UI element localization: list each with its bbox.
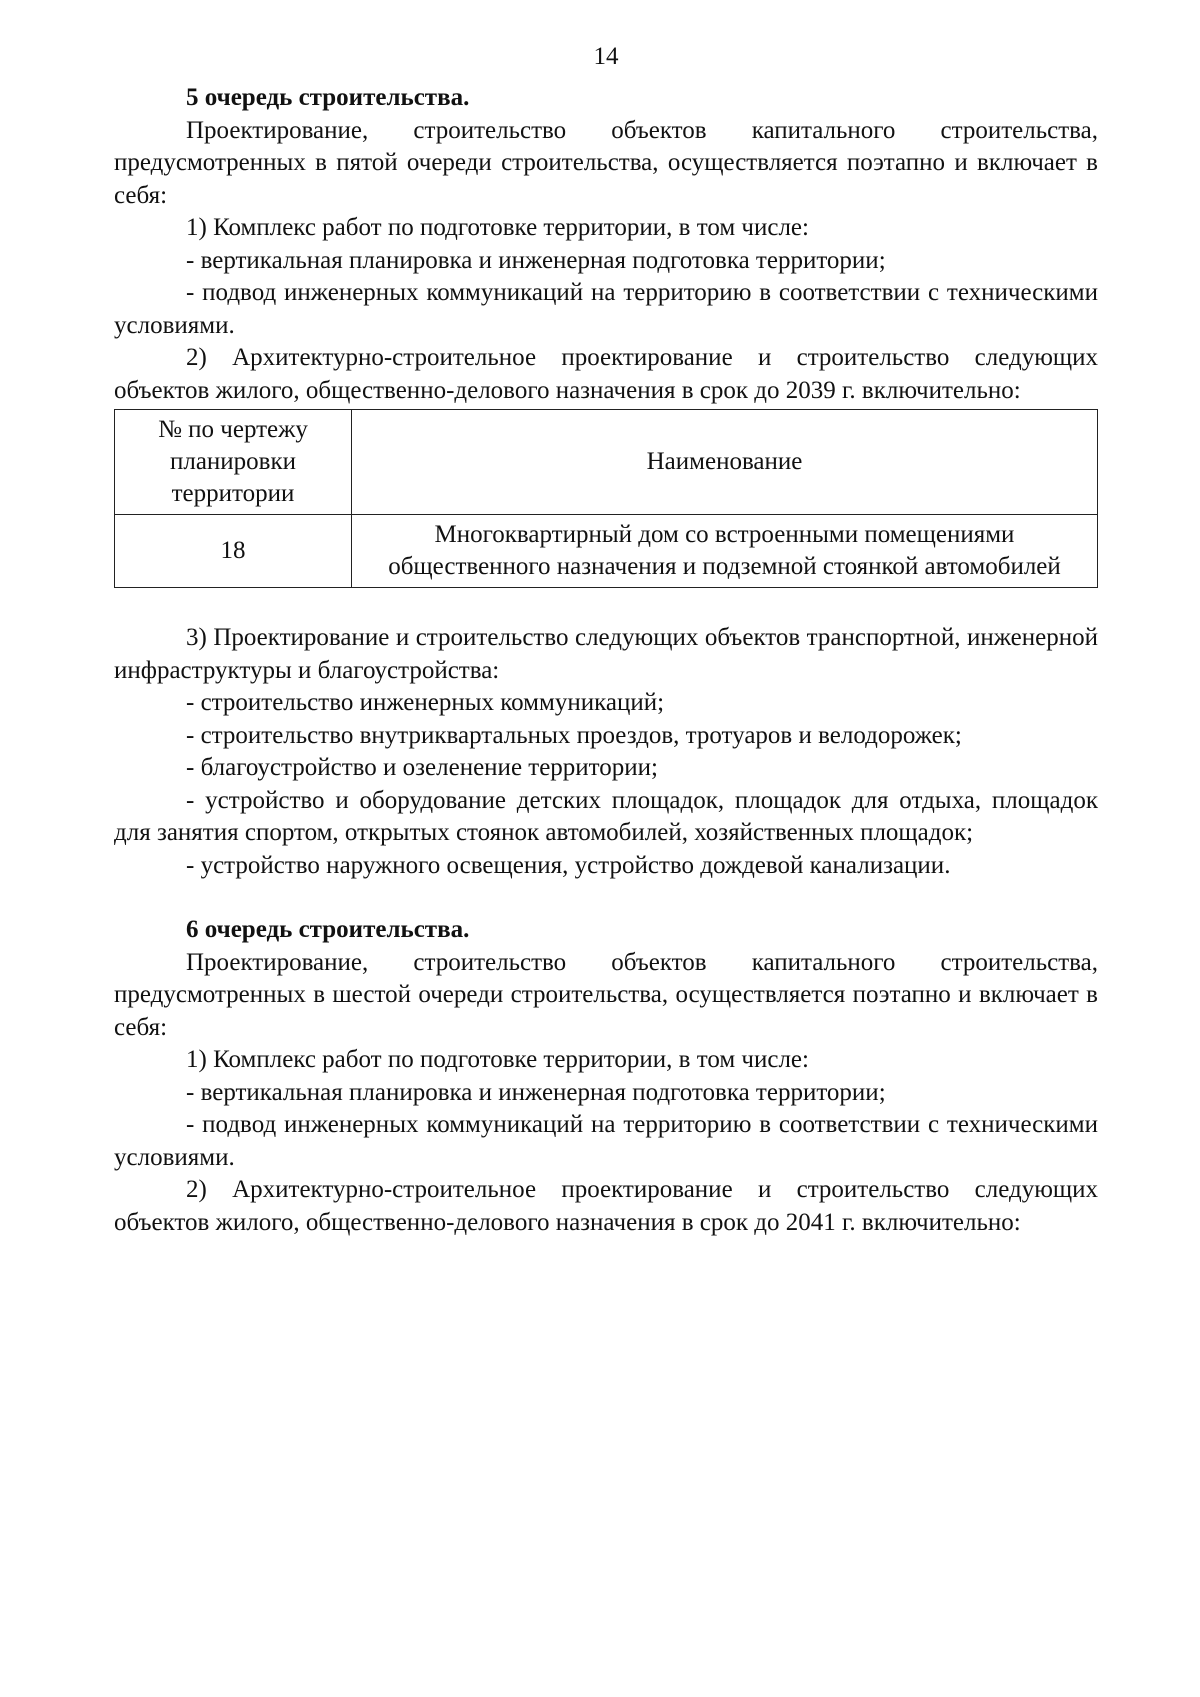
spacer	[114, 588, 1098, 622]
section-5-item-3: 3) Проектирование и строительство следующих объектов транспортной, инженерной инфраструктуры и благоустройства:	[114, 624, 1098, 684]
table-header-number: № по чертежу планировки территории	[115, 410, 352, 515]
section-5-item-1: 1) Комплекс работ по подготовке территории, в том числе:	[186, 214, 809, 241]
section-5-item-1-bullet: - подвод инженерных коммуникаций на территорию в соответствии с техническими условиями.	[114, 279, 1098, 339]
section-5-item-3-bullet: - устройство и оборудование детских площадок, площадок для отдыха, площадок для занятия спортом, открытых стоянок автомобилей, хозяйственных площадок;	[114, 786, 1098, 846]
section-6-item-1-bullet: - подвод инженерных коммуникаций на территорию в соответствии с техническими условиями.	[114, 1111, 1098, 1171]
section-6-item-2: 2) Архитектурно-строительное проектирование и строительство следующих объектов жилого, общественно-делового назначения в срок до 2041 г. включительно:	[114, 1176, 1098, 1236]
section-6-item-1: 1) Комплекс работ по подготовке территории, в том числе:	[186, 1046, 809, 1073]
section-5-item-1-bullet: - вертикальная планировка и инженерная подготовка территории;	[186, 246, 886, 274]
section-6-heading: 6 очередь строительства.	[186, 916, 470, 943]
section-5-item-3-bullet: - строительство внутриквартальных проездов, тротуаров и велодорожек;	[186, 721, 962, 749]
section-gap	[114, 882, 1098, 914]
section-6-item-1-bullet: - вертикальная планировка и инженерная подготовка территории;	[186, 1078, 886, 1106]
section-5-heading: 5 очередь строительства.	[186, 84, 470, 111]
table-row	[115, 515, 1098, 588]
section-5-item-3-bullet: - строительство инженерных коммуникаций;	[186, 689, 665, 716]
table-cell-number: 18	[115, 515, 352, 588]
page-number: 14	[593, 43, 619, 70]
section-5-intro: Проектирование, строительство объектов капитального строительства, предусмотренных в пятой очереди строительства, осуществляется поэтапно и включает в себя:	[114, 116, 1098, 209]
section-5-item-3-bullet: - устройство наружного освещения, устройство дождевой канализации.	[186, 851, 951, 879]
section-5-item-3-bullet: - благоустройство и озеленение территории;	[186, 754, 658, 781]
table-header-row	[115, 410, 1098, 515]
table-header-name: Наименование	[352, 410, 1098, 515]
page-content	[114, 40, 1098, 1239]
section-6-intro: Проектирование, строительство объектов капитального строительства, предусмотренных в шестой очереди строительства, осуществляется поэтапно и включает в себя:	[114, 948, 1098, 1041]
section-5-item-2: 2) Архитектурно-строительное проектирование и строительство следующих объектов жилого, общественно-делового назначения в срок до 2039 г. включительно:	[114, 344, 1098, 404]
table-cell-name: Многоквартирный дом со встроенными помещениями общественного назначения и подземной стоянкой автомобилей	[352, 515, 1098, 588]
objects-table	[114, 409, 1098, 588]
